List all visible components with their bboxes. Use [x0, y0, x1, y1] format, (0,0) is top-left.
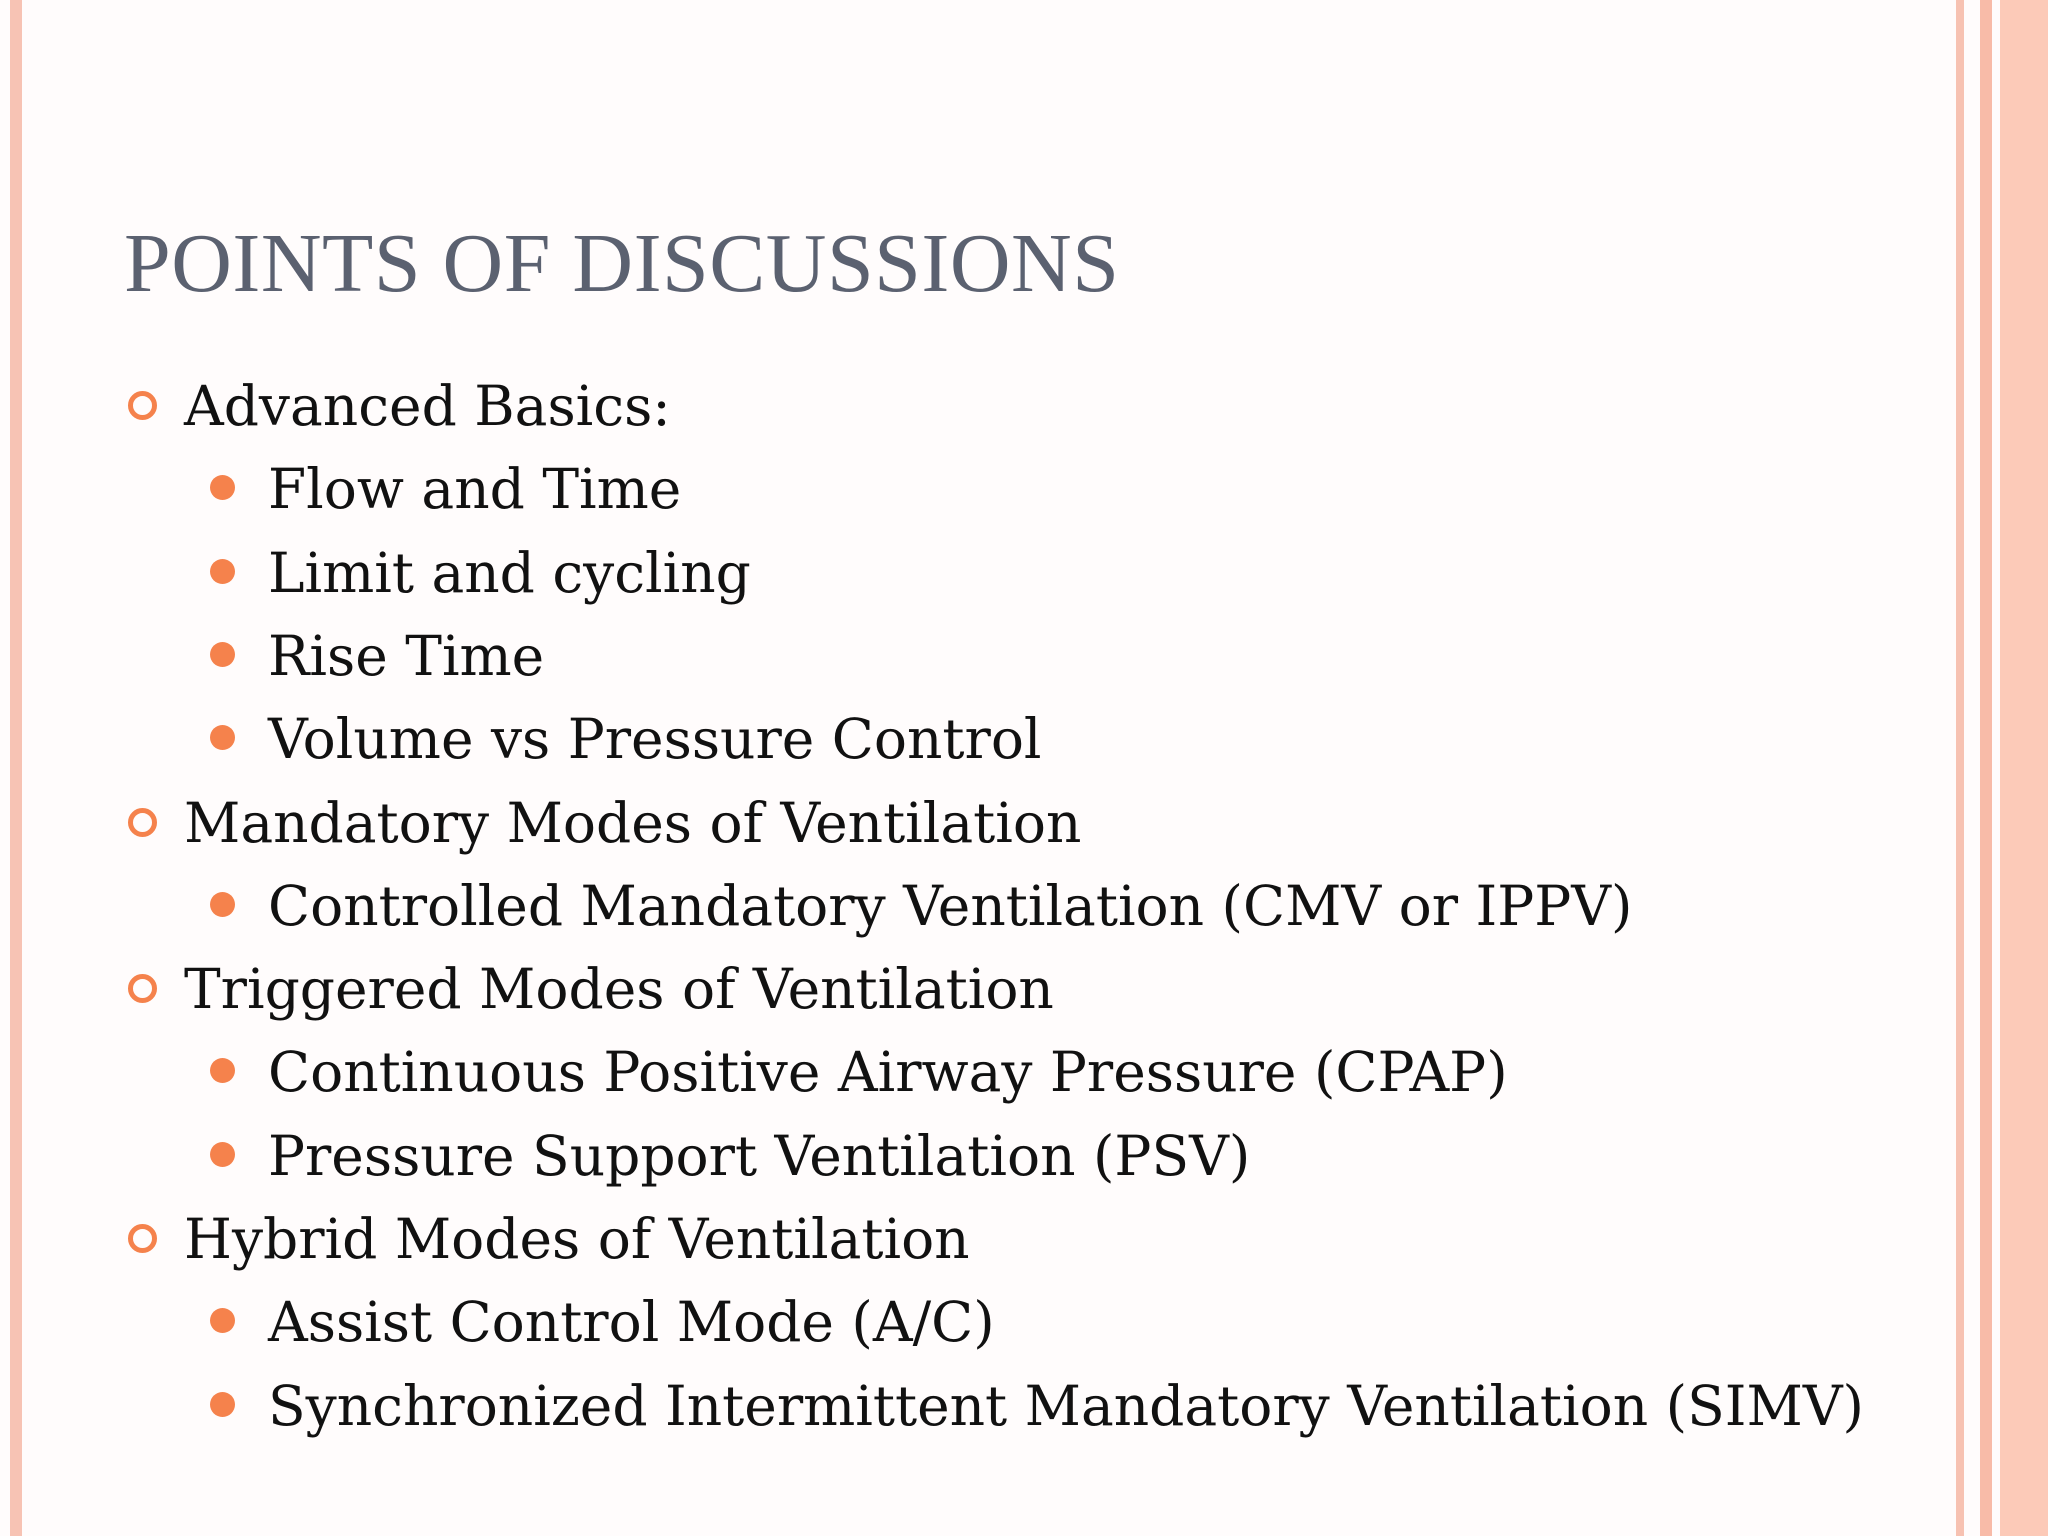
list-item-text: Rise Time	[268, 623, 545, 688]
list-item-text: Pressure Support Ventilation (PSV)	[268, 1123, 1251, 1188]
list-item	[0, 948, 1940, 1031]
list-item-text: Continuous Positive Airway Pressure (CPAP)	[268, 1040, 1508, 1105]
ring-bullet-icon	[128, 974, 157, 1003]
list-item-text: Flow and Time	[268, 457, 682, 522]
list-item-text: Advanced Basics:	[184, 374, 671, 438]
dot-bullet-icon	[210, 642, 235, 667]
dot-bullet-icon	[210, 725, 235, 750]
right-border-stripe-medium	[1980, 0, 1992, 1536]
list-item-text: Hybrid Modes of Ventilation	[184, 1207, 970, 1271]
list-item	[0, 1115, 1940, 1198]
list-item-text: Mandatory Modes of Ventilation	[184, 790, 1082, 855]
list-item-text: Limit and cycling	[268, 540, 751, 605]
list-item-text: Volume vs Pressure Control	[268, 707, 1042, 772]
dot-bullet-icon	[210, 1308, 235, 1333]
list-item	[0, 448, 1940, 531]
list-item	[0, 615, 1940, 698]
list-item	[0, 1031, 1940, 1114]
ring-bullet-icon	[128, 391, 157, 420]
list-item-text: Controlled Mandatory Ventilation (CMV or IPPV)	[268, 873, 1633, 938]
list-item	[0, 532, 1940, 615]
ring-bullet-icon	[128, 1224, 157, 1253]
list-item	[0, 365, 1940, 448]
right-border-stripe-thin	[1956, 0, 1964, 1536]
dot-bullet-icon	[210, 1058, 235, 1083]
ring-bullet-icon	[128, 808, 157, 837]
list-item	[0, 782, 1940, 865]
dot-bullet-icon	[210, 1392, 235, 1417]
list-item	[0, 1365, 1940, 1448]
dot-bullet-icon	[210, 1142, 235, 1167]
slide-title: POINTS OF DISCUSSIONS	[124, 217, 1120, 310]
list-item-text: Synchronized Intermittent Mandatory Ventilation (SIMV)	[268, 1373, 1864, 1438]
dot-bullet-icon	[210, 475, 235, 500]
list-item	[0, 865, 1940, 948]
list-item	[0, 698, 1940, 781]
dot-bullet-icon	[210, 559, 235, 584]
list-item	[0, 1281, 1940, 1364]
list-item	[0, 1198, 1940, 1281]
right-border-stripe-wide	[2000, 0, 2048, 1536]
list-item-text: Triggered Modes of Ventilation	[184, 957, 1054, 1022]
list-item-text: Assist Control Mode (A/C)	[268, 1290, 995, 1355]
dot-bullet-icon	[210, 892, 235, 917]
